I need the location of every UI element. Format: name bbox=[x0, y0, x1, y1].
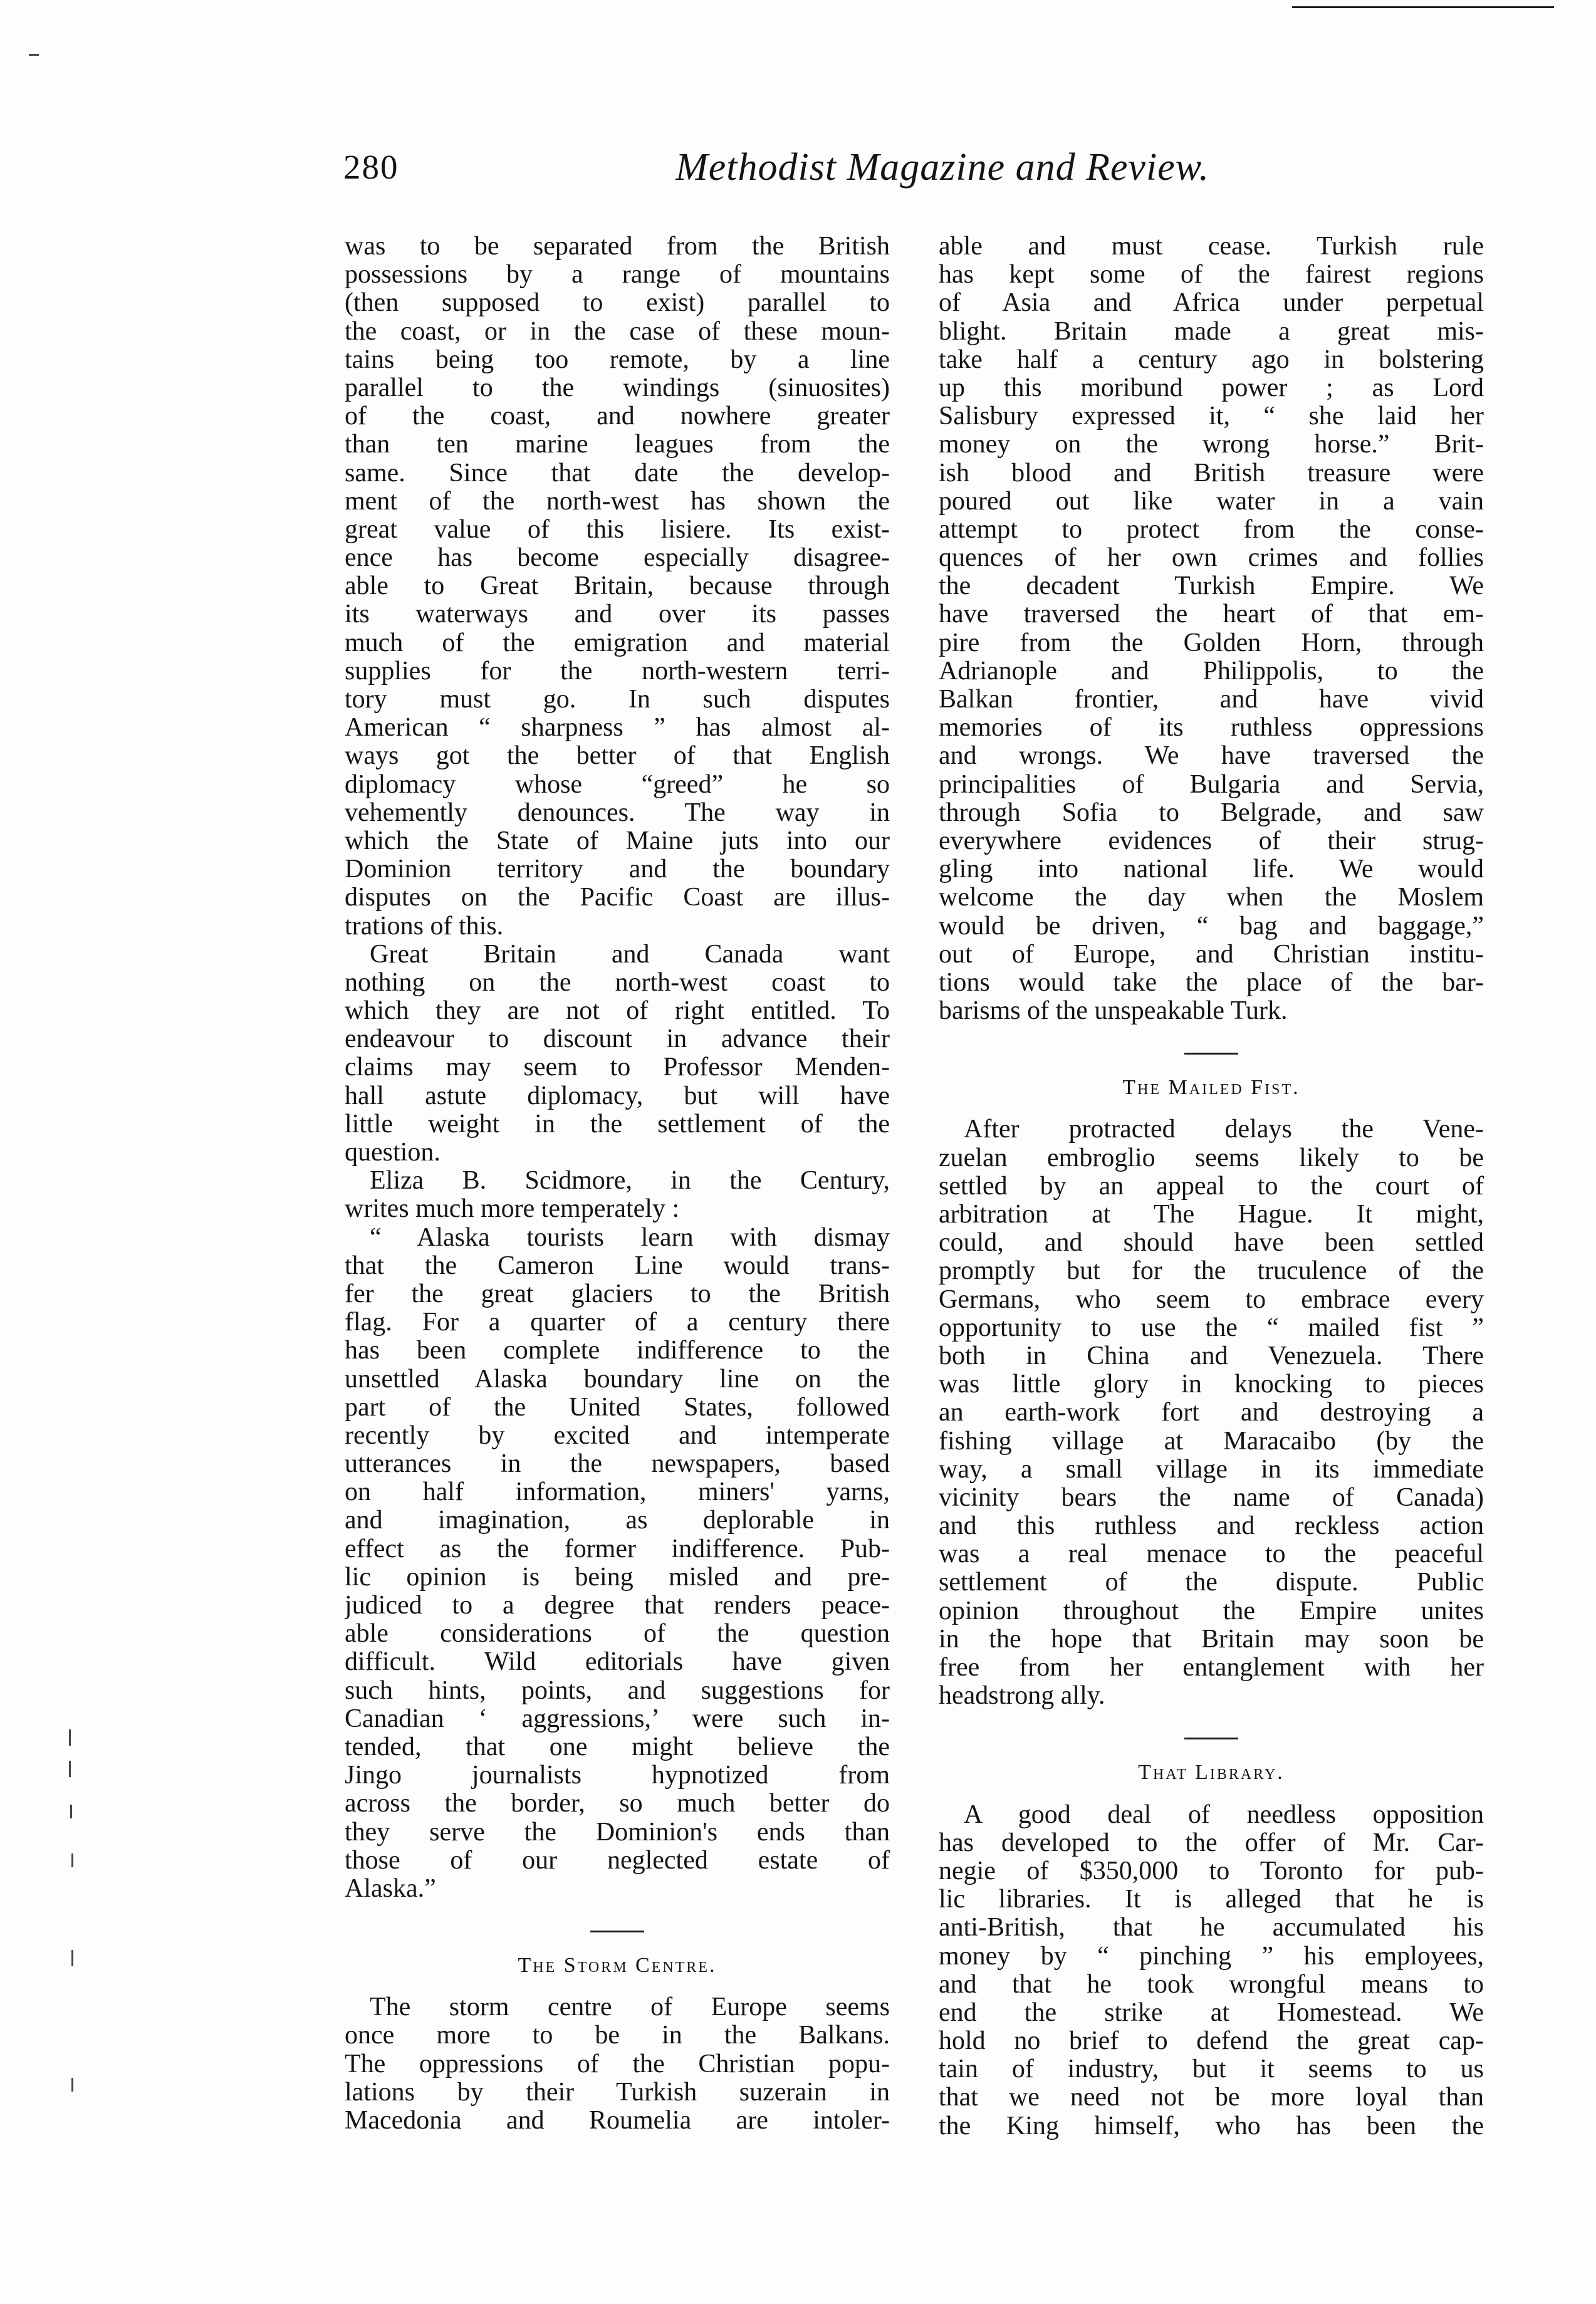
text-line: was to be separated from the British bbox=[345, 232, 890, 261]
text-line: and this ruthless and reckless action bbox=[939, 1512, 1484, 1541]
text-line: The storm centre of Europe seems bbox=[370, 1993, 890, 2022]
text-line: hall astute diplomacy, but will have bbox=[345, 1082, 890, 1110]
text-line: A good deal of needless opposition bbox=[964, 1800, 1484, 1829]
text-line: was little glory in knocking to pieces bbox=[939, 1370, 1484, 1399]
paragraph-that-library bbox=[939, 1801, 1484, 2140]
text-line: Great Britain and Canada want bbox=[370, 940, 890, 969]
text-line: has developed to the offer of Mr. Car- bbox=[939, 1828, 1484, 1857]
text-line: part of the United States, followed bbox=[345, 1393, 890, 1422]
text-line: free from her entanglement with her bbox=[939, 1654, 1484, 1682]
text-line: writes much more temperately : bbox=[345, 1195, 680, 1224]
text-line: principalities of Bulgaria and Servia, bbox=[939, 770, 1484, 799]
text-line: settlement of the dispute. Public bbox=[939, 1568, 1484, 1597]
text-line: able to Great Britain, because through bbox=[345, 572, 890, 601]
paragraph-storm-centre bbox=[345, 1993, 890, 2135]
margin-mark bbox=[71, 1853, 73, 1867]
text-line: was a real menace to the peaceful bbox=[939, 1540, 1484, 1569]
text-line: has been complete indifference to the bbox=[345, 1337, 890, 1365]
text-line: the King himself, who has been the bbox=[939, 2112, 1484, 2140]
text-line: the decadent Turkish Empire. We bbox=[939, 572, 1484, 601]
text-line: end the strike at Homestead. We bbox=[939, 1998, 1484, 2027]
text-line: negie of $350,000 to Toronto for pub- bbox=[939, 1857, 1484, 1885]
text-line: and wrongs. We have traversed the bbox=[939, 742, 1484, 771]
text-line: which the State of Maine juts into our bbox=[345, 826, 890, 855]
text-line: gling into national life. We would bbox=[939, 855, 1484, 884]
text-line: tory must go. In such disputes bbox=[345, 685, 890, 714]
section-divider bbox=[1184, 1053, 1238, 1055]
text-line: and imagination, as deplorable in bbox=[345, 1506, 890, 1535]
text-line: supplies for the north-western terri- bbox=[345, 657, 890, 685]
text-line: lations by their Turkish suzerain in bbox=[345, 2078, 890, 2107]
text-line: out of Europe, and Christian institu- bbox=[939, 940, 1484, 969]
margin-mark bbox=[29, 54, 39, 56]
text-line: opportunity to use the “ mailed fist ” bbox=[939, 1313, 1484, 1342]
text-line: nothing on the north-west coast to bbox=[345, 968, 890, 997]
text-line: Salisbury expressed it, “ she laid her bbox=[939, 402, 1484, 431]
text-line: quences of her own crimes and follies bbox=[939, 544, 1484, 573]
text-line: same. Since that date the develop- bbox=[345, 459, 890, 487]
text-line: tain of industry, but it seems to us bbox=[939, 2055, 1484, 2084]
text-line: possessions by a range of mountains bbox=[345, 261, 890, 289]
text-line: opinion throughout the Empire unites bbox=[939, 1597, 1484, 1625]
text-line: ence has become especially disagree- bbox=[345, 544, 890, 573]
text-line: they serve the Dominion's ends than bbox=[345, 1818, 890, 1847]
text-line: flag. For a quarter of a century there bbox=[345, 1308, 890, 1337]
paragraph-boundary-dispute bbox=[345, 232, 890, 941]
section-divider bbox=[1184, 1738, 1238, 1739]
text-line: money by “ pinching ” his employees, bbox=[939, 1942, 1484, 1971]
text-line: able considerations of the question bbox=[345, 1620, 890, 1649]
text-line: Alaska.” bbox=[345, 1874, 436, 1903]
text-line: Germans, who seem to embrace every bbox=[939, 1285, 1484, 1314]
text-line: unsettled Alaska boundary line on the bbox=[345, 1365, 890, 1394]
text-line: anti-British, that he accumulated his bbox=[939, 1914, 1484, 1942]
text-line: poured out like water in a vain bbox=[939, 487, 1484, 516]
text-line: have traversed the heart of that em- bbox=[939, 600, 1484, 629]
text-line: Dominion territory and the boundary bbox=[345, 855, 890, 884]
text-line: welcome the day when the Moslem bbox=[939, 884, 1484, 912]
text-line: its waterways and over its passes bbox=[345, 600, 890, 629]
text-line: difficult. Wild editorials have given bbox=[345, 1648, 890, 1677]
text-line: Eliza B. Scidmore, in the Century, bbox=[370, 1167, 890, 1196]
text-line: fishing village at Maracaibo (by the bbox=[939, 1427, 1484, 1456]
text-line: effect as the former indifference. Pub- bbox=[345, 1535, 890, 1563]
text-line: vehemently denounces. The way in bbox=[345, 798, 890, 827]
section-heading-storm-centre: The Storm Centre. bbox=[518, 1954, 717, 1978]
text-line: vicinity bears the name of Canada) bbox=[939, 1483, 1484, 1512]
text-line: which they are not of right entitled. To bbox=[345, 997, 890, 1026]
text-line: (then supposed to exist) parallel to bbox=[345, 289, 890, 318]
text-line: trations of this. bbox=[345, 912, 504, 941]
top-rule bbox=[1292, 6, 1554, 8]
text-line: once more to be in the Balkans. bbox=[345, 2021, 890, 2050]
text-line: great value of this lisiere. Its exist- bbox=[345, 515, 890, 544]
text-line: through Sofia to Belgrade, and saw bbox=[939, 798, 1484, 827]
text-line: would be driven, “ bag and baggage,” bbox=[939, 912, 1484, 941]
text-line: Adrianople and Philippolis, to the bbox=[939, 657, 1484, 685]
text-line: settled by an appeal to the court of bbox=[939, 1172, 1484, 1201]
text-line: tended, that one might believe the bbox=[345, 1733, 890, 1761]
margin-mark bbox=[69, 1761, 71, 1777]
text-line: those of our neglected estate of bbox=[345, 1846, 890, 1875]
text-line: money on the wrong horse.” Brit- bbox=[939, 430, 1484, 459]
text-line: lic libraries. It is alleged that he is bbox=[939, 1885, 1484, 1914]
margin-mark bbox=[70, 1805, 72, 1818]
text-line: little weight in the settlement of the bbox=[345, 1110, 890, 1139]
text-line: lic opinion is being misled and pre- bbox=[345, 1563, 890, 1592]
text-line: American “ sharpness ” has almost al- bbox=[345, 714, 890, 743]
running-title: Methodist Magazine and Review. bbox=[675, 146, 1209, 189]
text-line: After protracted delays the Vene- bbox=[964, 1115, 1484, 1144]
text-line: on half information, miners' yarns, bbox=[345, 1478, 890, 1507]
paragraph-mailed-fist bbox=[939, 1115, 1484, 1710]
text-line: an earth-work fort and destroying a bbox=[939, 1399, 1484, 1427]
margin-mark bbox=[71, 2078, 73, 2092]
section-divider bbox=[590, 1931, 644, 1932]
text-line: the coast, or in the case of these moun- bbox=[345, 317, 890, 346]
text-line: utterances in the newspapers, based bbox=[345, 1450, 890, 1479]
text-line: judiced to a degree that renders peace- bbox=[345, 1592, 890, 1620]
text-line: across the border, so much better do bbox=[345, 1790, 890, 1818]
section-heading-mailed-fist: The Mailed Fist. bbox=[1122, 1076, 1300, 1100]
paragraph-canada-claims bbox=[345, 941, 890, 1167]
text-line: and that he took wrongful means to bbox=[939, 1970, 1484, 1999]
text-line: Balkan frontier, and have vivid bbox=[939, 685, 1484, 714]
text-line: tions would take the place of the bar- bbox=[939, 968, 1484, 997]
text-line: disputes on the Pacific Coast are illus- bbox=[345, 884, 890, 912]
text-line: promptly but for the truculence of the bbox=[939, 1257, 1484, 1286]
text-line: has kept some of the fairest regions bbox=[939, 261, 1484, 289]
text-line: up this moribund power ; as Lord bbox=[939, 373, 1484, 402]
text-line: in the hope that Britain may soon be bbox=[939, 1625, 1484, 1654]
text-line: ment of the north-west has shown the bbox=[345, 487, 890, 516]
text-line: claims may seem to Professor Menden- bbox=[345, 1053, 890, 1082]
text-line: barisms of the unspeakable Turk. bbox=[939, 997, 1288, 1026]
text-line: Canadian ‘ aggressions,’ were such in- bbox=[345, 1704, 890, 1733]
text-line: “ Alaska tourists learn with dismay bbox=[370, 1223, 890, 1252]
text-line: zuelan embroglio seems likely to be bbox=[939, 1144, 1484, 1172]
section-heading-that-library: That Library. bbox=[1138, 1761, 1285, 1785]
text-line: of the coast, and nowhere greater bbox=[345, 402, 890, 431]
text-line: memories of its ruthless oppressions bbox=[939, 714, 1484, 743]
text-line: question. bbox=[345, 1139, 441, 1167]
text-line: much of the emigration and material bbox=[345, 628, 890, 657]
text-line: ways got the better of that English bbox=[345, 742, 890, 771]
right-column bbox=[939, 232, 1484, 2140]
text-line: such hints, points, and suggestions for bbox=[345, 1676, 890, 1705]
margin-mark bbox=[71, 1950, 73, 1966]
text-line: endeavour to discount in advance their bbox=[345, 1025, 890, 1054]
text-line: able and must cease. Turkish rule bbox=[939, 232, 1484, 261]
text-line: attempt to protect from the conse- bbox=[939, 515, 1484, 544]
text-line: parallel to the windings (sinuosites) bbox=[345, 373, 890, 402]
text-line: Macedonia and Roumelia are intoler- bbox=[345, 2107, 890, 2135]
text-line: both in China and Venezuela. There bbox=[939, 1342, 1484, 1370]
text-line: way, a small village in its immediate bbox=[939, 1455, 1484, 1484]
text-line: arbitration at The Hague. It might, bbox=[939, 1201, 1484, 1229]
text-line: hold no brief to defend the great cap- bbox=[939, 2027, 1484, 2056]
text-line: everywhere evidences of their strug- bbox=[939, 826, 1484, 855]
text-line: fer the great glaciers to the British bbox=[345, 1280, 890, 1308]
text-line: ish blood and British treasure were bbox=[939, 459, 1484, 487]
text-line: tains being too remote, by a line bbox=[345, 345, 890, 374]
paragraph-scidmore bbox=[345, 1167, 890, 1223]
text-line: The oppressions of the Christian popu- bbox=[345, 2050, 890, 2078]
margin-mark bbox=[69, 1729, 71, 1746]
text-line: than ten marine leagues from the bbox=[345, 430, 890, 459]
block-quote-century bbox=[345, 1224, 890, 1904]
text-line: recently by excited and intemperate bbox=[345, 1421, 890, 1450]
text-line: diplomacy whose “greed” he so bbox=[345, 770, 890, 799]
text-line: headstrong ally. bbox=[939, 1682, 1105, 1711]
text-line: that the Cameron Line would trans- bbox=[345, 1251, 890, 1280]
text-line: of Asia and Africa under perpetual bbox=[939, 289, 1484, 318]
text-line: pire from the Golden Horn, through bbox=[939, 628, 1484, 657]
text-line: take half a century ago in bolstering bbox=[939, 345, 1484, 374]
text-line: blight. Britain made a great mis- bbox=[939, 317, 1484, 346]
text-line: could, and should have been settled bbox=[939, 1229, 1484, 1258]
paragraph-turkish-rule bbox=[939, 232, 1484, 1025]
text-line: that we need not be more loyal than bbox=[939, 2083, 1484, 2112]
text-line: Jingo journalists hypnotized from bbox=[345, 1761, 890, 1790]
page-number: 280 bbox=[343, 148, 399, 186]
left-column bbox=[345, 232, 890, 2135]
